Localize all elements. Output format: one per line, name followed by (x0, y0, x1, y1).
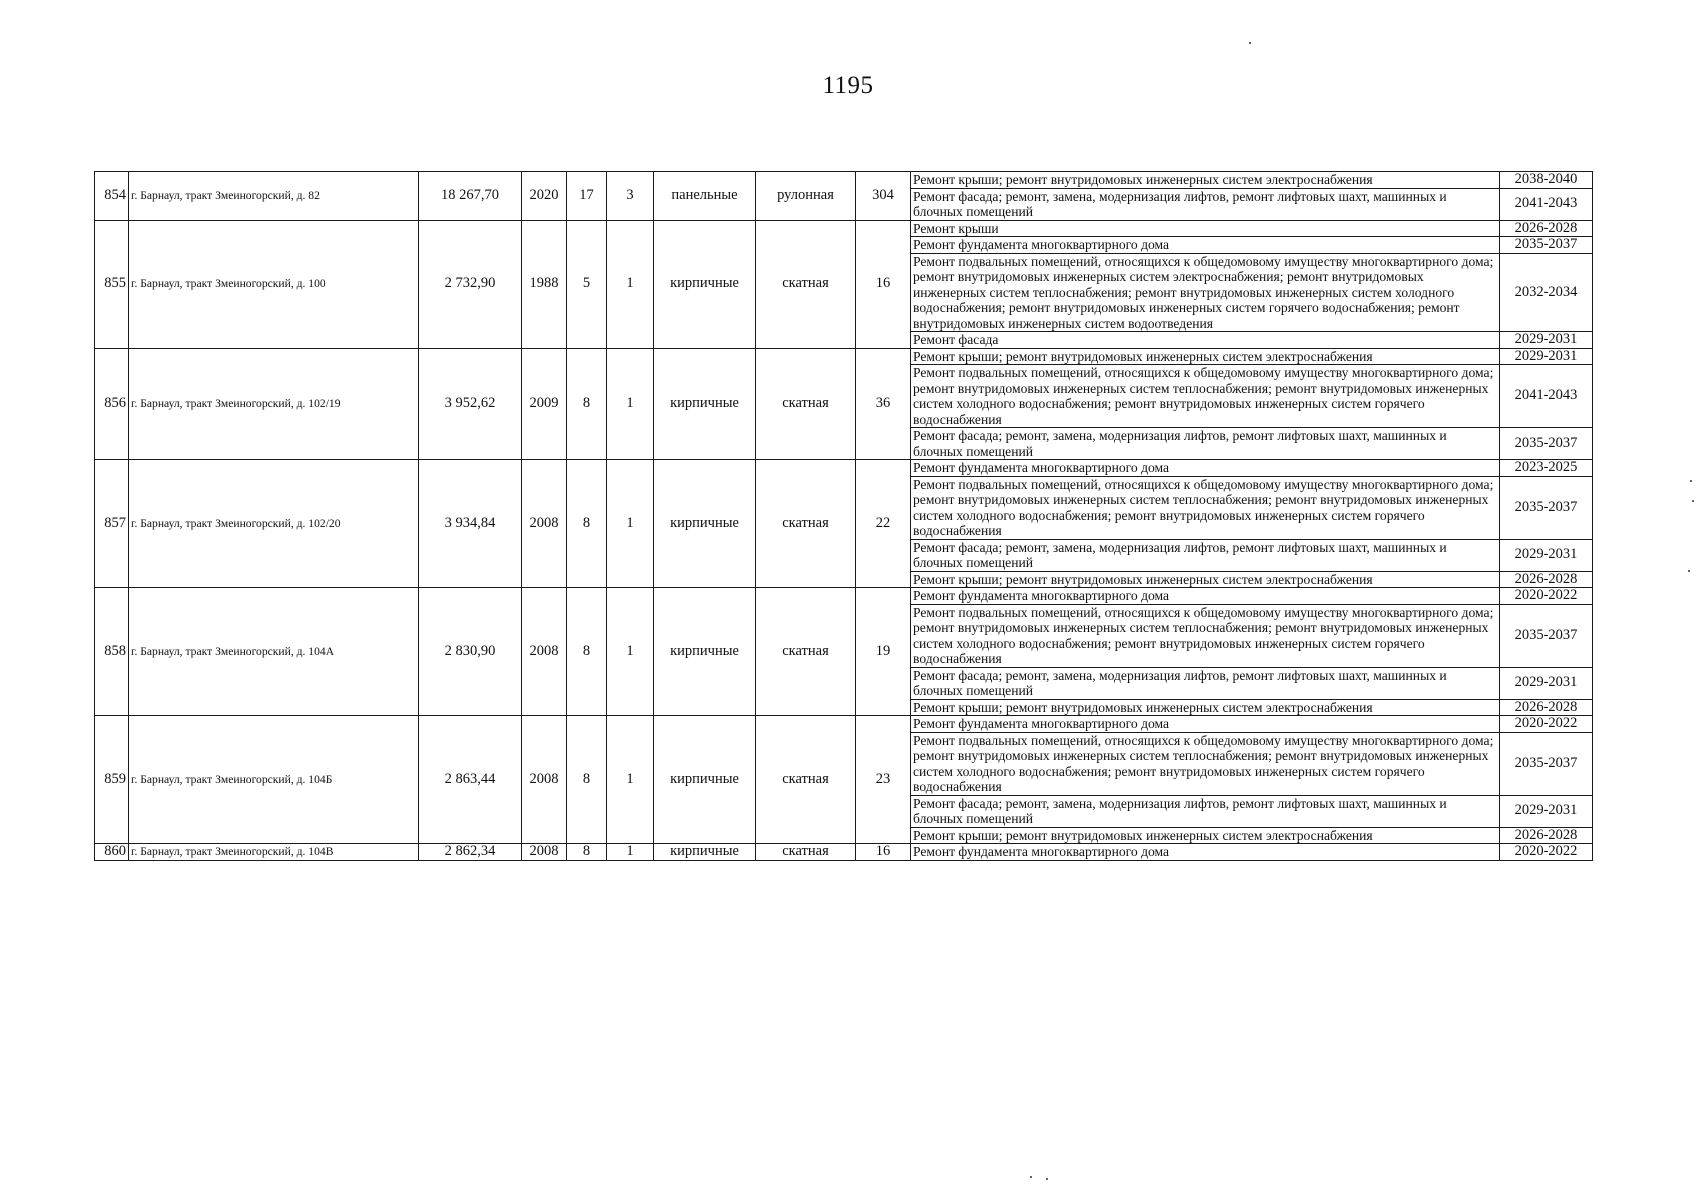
row-residents: 304 (856, 172, 911, 221)
row-entrances: 3 (607, 172, 654, 221)
scan-speck (1046, 1178, 1048, 1180)
work-period: 2035-2037 (1500, 476, 1593, 539)
row-floors: 8 (567, 460, 607, 588)
work-type: Ремонт крыши; ремонт внутридомовых инженерных систем электроснабжения (911, 348, 1500, 365)
row-wall-material: кирпичные (654, 588, 756, 716)
work-type: Ремонт фасада; ремонт, замена, модернизация лифтов, ремонт лифтовых шахт, машинных и блочных помещений (911, 539, 1500, 571)
row-wall-material: кирпичные (654, 844, 756, 861)
row-address: г. Барнаул, тракт Змеиногорский, д. 102/19 (129, 348, 419, 460)
work-period: 2029-2031 (1500, 667, 1593, 699)
work-period: 2026-2028 (1500, 220, 1593, 237)
row-number: 854 (95, 172, 129, 221)
work-period: 2035-2037 (1500, 604, 1593, 667)
work-type: Ремонт крыши; ремонт внутридомовых инженерных систем электроснабжения (911, 172, 1500, 189)
row-residents: 23 (856, 716, 911, 844)
work-period: 2032-2034 (1500, 253, 1593, 332)
work-period: 2029-2031 (1500, 332, 1593, 349)
row-roof-type: рулонная (756, 172, 856, 221)
work-type: Ремонт фундамента многоквартирного дома (911, 460, 1500, 477)
row-year: 2008 (522, 460, 567, 588)
row-address: г. Барнаул, тракт Змеиногорский, д. 102/20 (129, 460, 419, 588)
row-residents: 19 (856, 588, 911, 716)
table-row (95, 220, 1593, 237)
work-type: Ремонт фундамента многоквартирного дома (911, 237, 1500, 254)
row-number: 857 (95, 460, 129, 588)
row-roof-type: скатная (756, 460, 856, 588)
row-number: 859 (95, 716, 129, 844)
row-entrances: 1 (607, 348, 654, 460)
work-period: 2029-2031 (1500, 539, 1593, 571)
work-type: Ремонт фасада; ремонт, замена, модернизация лифтов, ремонт лифтовых шахт, машинных и блочных помещений (911, 667, 1500, 699)
row-floors: 8 (567, 716, 607, 844)
table-row (95, 460, 1593, 477)
row-number: 860 (95, 844, 129, 861)
row-entrances: 1 (607, 220, 654, 348)
row-year: 2008 (522, 716, 567, 844)
work-period: 2041-2043 (1500, 365, 1593, 428)
work-period: 2020-2022 (1500, 588, 1593, 605)
row-address: г. Барнаул, тракт Змеиногорский, д. 104Б (129, 716, 419, 844)
row-number: 855 (95, 220, 129, 348)
table-row (95, 588, 1593, 605)
row-area: 2 830,90 (419, 588, 522, 716)
work-period: 2023-2025 (1500, 460, 1593, 477)
table-row (95, 844, 1593, 861)
row-wall-material: кирпичные (654, 716, 756, 844)
work-type: Ремонт фундамента многоквартирного дома (911, 844, 1500, 861)
work-type: Ремонт подвальных помещений, относящихся к общедомовому имуществу многоквартирного дома; ремонт внутридомовых инженерных систем теплоснабжения; ремонт внутридомовых инженерных систем холодного водоснабжения; ремонт внутридомовых инженерных систем горячего водоснабжения (911, 732, 1500, 795)
scan-speck (1692, 500, 1694, 502)
row-number: 856 (95, 348, 129, 460)
page-number: 1195 (822, 72, 874, 99)
row-wall-material: кирпичные (654, 220, 756, 348)
row-wall-material: панельные (654, 172, 756, 221)
work-type: Ремонт фундамента многоквартирного дома (911, 716, 1500, 733)
work-period: 2041-2043 (1500, 188, 1593, 220)
row-roof-type: скатная (756, 220, 856, 348)
row-area: 18 267,70 (419, 172, 522, 221)
row-floors: 8 (567, 588, 607, 716)
work-type: Ремонт крыши (911, 220, 1500, 237)
row-year: 2008 (522, 844, 567, 861)
work-type: Ремонт фасада; ремонт, замена, модернизация лифтов, ремонт лифтовых шахт, машинных и блочных помещений (911, 428, 1500, 460)
row-floors: 8 (567, 348, 607, 460)
row-area: 2 862,34 (419, 844, 522, 861)
row-year: 2009 (522, 348, 567, 460)
work-type: Ремонт подвальных помещений, относящихся к общедомовому имуществу многоквартирного дома; ремонт внутридомовых инженерных систем электроснабжения; ремонт внутридомовых инженерных систем теплоснабжения; ремонт внутридомовых инженерных систем холодного водоснабжения; ремонт внутридомовых инженерных систем горячего водоснабжения; ремонт внутридомовых инженерных систем водоотведения (911, 253, 1500, 332)
work-type: Ремонт фасада (911, 332, 1500, 349)
scan-speck (1690, 480, 1692, 482)
work-period: 2038-2040 (1500, 172, 1593, 189)
row-floors: 17 (567, 172, 607, 221)
row-number: 858 (95, 588, 129, 716)
work-type: Ремонт подвальных помещений, относящихся к общедомовому имуществу многоквартирного дома; ремонт внутридомовых инженерных систем теплоснабжения; ремонт внутридомовых инженерных систем холодного водоснабжения; ремонт внутридомовых инженерных систем горячего водоснабжения (911, 604, 1500, 667)
row-roof-type: скатная (756, 588, 856, 716)
table-row (95, 716, 1593, 733)
row-year: 2008 (522, 588, 567, 716)
work-period: 2026-2028 (1500, 699, 1593, 716)
row-area: 2 863,44 (419, 716, 522, 844)
work-period: 2035-2037 (1500, 428, 1593, 460)
row-area: 3 934,84 (419, 460, 522, 588)
row-roof-type: скатная (756, 844, 856, 861)
work-period: 2029-2031 (1500, 795, 1593, 827)
work-type: Ремонт крыши; ремонт внутридомовых инженерных систем электроснабжения (911, 699, 1500, 716)
work-type: Ремонт крыши; ремонт внутридомовых инженерных систем электроснабжения (911, 571, 1500, 588)
row-residents: 16 (856, 844, 911, 861)
work-period: 2020-2022 (1500, 844, 1593, 861)
row-entrances: 1 (607, 716, 654, 844)
row-entrances: 1 (607, 844, 654, 861)
work-type: Ремонт фасада; ремонт, замена, модернизация лифтов, ремонт лифтовых шахт, машинных и блочных помещений (911, 795, 1500, 827)
work-type: Ремонт подвальных помещений, относящихся к общедомовому имуществу многоквартирного дома; ремонт внутридомовых инженерных систем теплоснабжения; ремонт внутридомовых инженерных систем холодного водоснабжения; ремонт внутридомовых инженерных систем горячего водоснабжения (911, 476, 1500, 539)
scan-speck (1249, 42, 1251, 44)
work-type: Ремонт крыши; ремонт внутридомовых инженерных систем электроснабжения (911, 827, 1500, 844)
row-area: 3 952,62 (419, 348, 522, 460)
row-area: 2 732,90 (419, 220, 522, 348)
row-residents: 22 (856, 460, 911, 588)
row-wall-material: кирпичные (654, 460, 756, 588)
work-period: 2029-2031 (1500, 348, 1593, 365)
scan-speck (1688, 570, 1690, 572)
housing-repair-table (94, 171, 1593, 861)
row-roof-type: скатная (756, 716, 856, 844)
work-period: 2026-2028 (1500, 827, 1593, 844)
row-address: г. Барнаул, тракт Змеиногорский, д. 100 (129, 220, 419, 348)
row-floors: 8 (567, 844, 607, 861)
work-period: 2020-2022 (1500, 716, 1593, 733)
work-period: 2035-2037 (1500, 237, 1593, 254)
row-year: 1988 (522, 220, 567, 348)
row-entrances: 1 (607, 588, 654, 716)
table-row (95, 172, 1593, 189)
work-type: Ремонт подвальных помещений, относящихся к общедомовому имуществу многоквартирного дома; ремонт внутридомовых инженерных систем теплоснабжения; ремонт внутридомовых инженерных систем холодного водоснабжения; ремонт внутридомовых инженерных систем горячего водоснабжения (911, 365, 1500, 428)
work-type: Ремонт фасада; ремонт, замена, модернизация лифтов, ремонт лифтовых шахт, машинных и блочных помещений (911, 188, 1500, 220)
table-body (95, 172, 1593, 861)
row-year: 2020 (522, 172, 567, 221)
work-period: 2035-2037 (1500, 732, 1593, 795)
row-residents: 16 (856, 220, 911, 348)
row-residents: 36 (856, 348, 911, 460)
row-floors: 5 (567, 220, 607, 348)
table-row (95, 348, 1593, 365)
scan-speck (1030, 1176, 1032, 1178)
row-address: г. Барнаул, тракт Змеиногорский, д. 82 (129, 172, 419, 221)
work-type: Ремонт фундамента многоквартирного дома (911, 588, 1500, 605)
row-entrances: 1 (607, 460, 654, 588)
row-wall-material: кирпичные (654, 348, 756, 460)
row-address: г. Барнаул, тракт Змеиногорский, д. 104В (129, 844, 419, 861)
work-period: 2026-2028 (1500, 571, 1593, 588)
row-address: г. Барнаул, тракт Змеиногорский, д. 104А (129, 588, 419, 716)
row-roof-type: скатная (756, 348, 856, 460)
